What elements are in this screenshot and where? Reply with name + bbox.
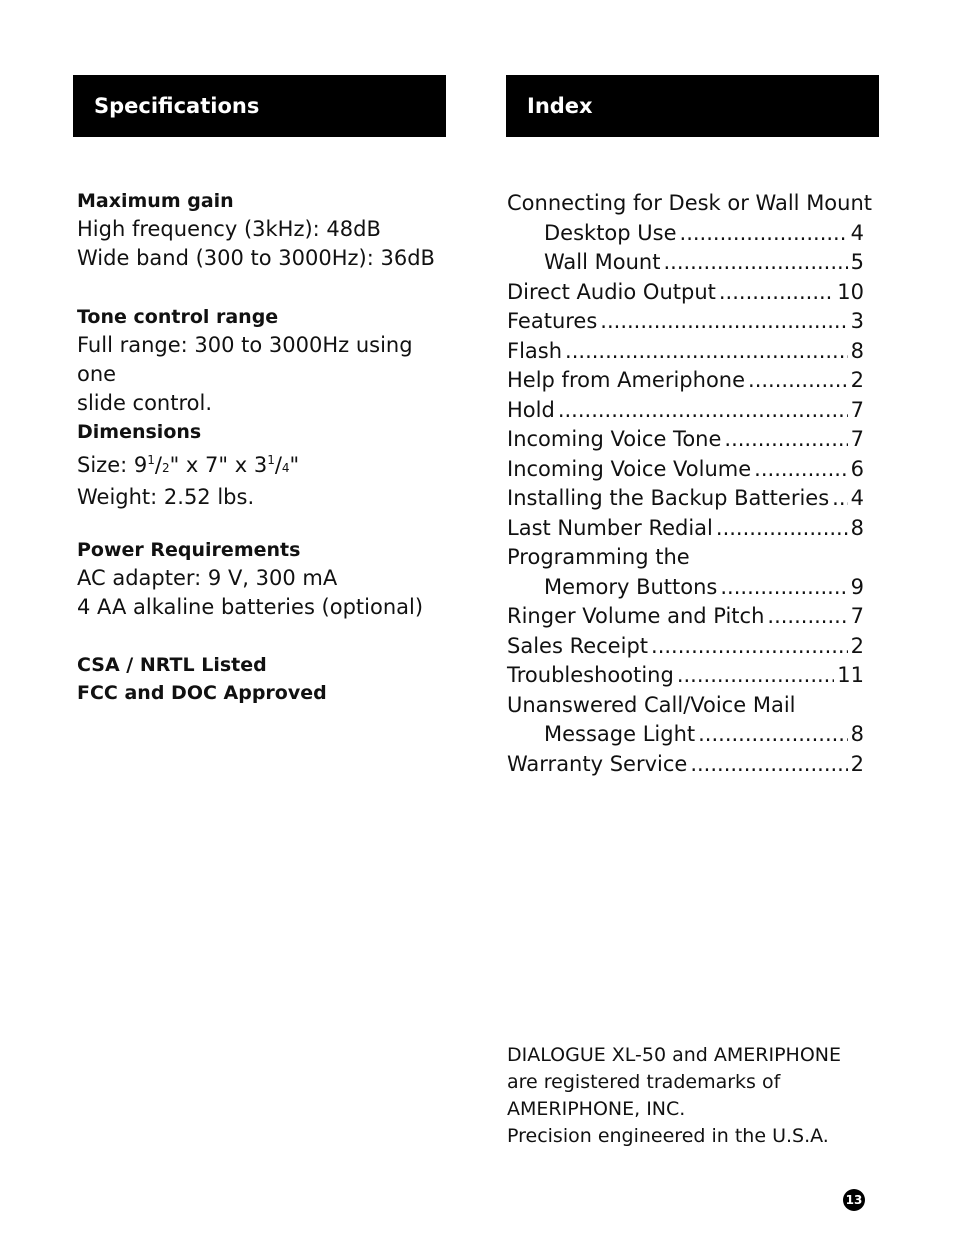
index-entry-page: 9 (850, 574, 864, 599)
index-entry-page: 5 (850, 250, 864, 274)
dimensions-title: Dimensions (77, 421, 202, 443)
power-line2: 4 AA alkaline batteries (optional) (77, 595, 424, 619)
index-leader-dots (677, 661, 834, 691)
tone-section (77, 303, 457, 418)
index-entry-label: Direct Audio Output (507, 279, 716, 304)
dimensions-size: Size: $9^1/2$" x 7" x $3^1/4$" (77, 453, 300, 477)
index-entry-page: 8 (850, 722, 864, 746)
index-entry-page: 7 (850, 604, 864, 628)
index-entry-label: Wall Mount (544, 250, 661, 274)
size-den2: 4 (281, 461, 290, 475)
index-entry-page: 8 (850, 515, 864, 540)
index-entry-page: 10 (837, 279, 864, 304)
index-leader-dots (663, 248, 847, 278)
power-line1: AC adapter: 9 V, 300 mA (77, 566, 338, 590)
page-number-badge: 13 (843, 1189, 865, 1211)
index-leader-dots (698, 720, 848, 750)
index-entry (507, 189, 873, 219)
index-list (507, 189, 873, 779)
size-den1: 2 (161, 461, 170, 475)
max-gain-title: Maximum gain (77, 190, 234, 212)
size-mid: " x 7" x 3 (169, 453, 268, 477)
trademark-notice (507, 1042, 887, 1150)
tone-title: Tone control range (77, 306, 279, 328)
index-entry (507, 573, 864, 603)
index-entry-label: Desktop Use (544, 220, 677, 245)
index-entry (507, 337, 864, 367)
index-header: Index (506, 75, 879, 137)
trademark-line4: Precision engineered in the U.S.A. (507, 1125, 829, 1147)
index-entry-page: 6 (850, 456, 864, 481)
index-entry (507, 691, 864, 721)
size-num1: 1 (147, 453, 155, 467)
index-entry-label: Unanswered Call/Voice Mail (507, 692, 796, 717)
certifications-section (77, 651, 457, 707)
index-leader-dots (767, 602, 847, 632)
index-entry-page: 4 (850, 486, 864, 510)
index-entry (507, 219, 864, 249)
trademark-line2: are registered trademarks of (507, 1071, 781, 1093)
power-title: Power Requirements (77, 539, 301, 561)
index-leader-dots (754, 455, 847, 485)
index-entry (507, 602, 864, 632)
index-entry-label: Programming the (507, 545, 690, 569)
index-entry-label: Help from Ameriphone (507, 368, 746, 392)
index-entry-label: Last Number Redial (507, 515, 713, 540)
size-prefix: Size: 9 (77, 453, 148, 477)
index-entry (507, 661, 864, 691)
index-entry (507, 425, 864, 455)
index-entry (507, 632, 864, 662)
index-leader-dots (565, 337, 848, 367)
specifications-header: Specifications (73, 75, 446, 137)
index-entry-label: Sales Receipt (507, 633, 649, 658)
max-gain-section (77, 187, 457, 273)
approved-text: FCC and DOC Approved (77, 682, 327, 704)
index-leader-dots (724, 425, 847, 455)
dimensions-section (77, 418, 457, 512)
index-entry-label: Ringer Volume and Pitch (507, 604, 765, 628)
index-entry-label: Memory Buttons (544, 574, 718, 599)
index-entry-page: 2 (850, 633, 864, 658)
index-entry-label: Warranty Service (507, 751, 688, 776)
index-entry (507, 720, 864, 750)
index-leader-dots (748, 366, 848, 396)
max-gain-line1: High frequency (3kHz): 48dB (77, 217, 381, 241)
index-entry (507, 396, 864, 426)
listed-text: CSA / NRTL Listed (77, 654, 267, 676)
index-leader-dots (720, 573, 847, 603)
index-leader-dots (716, 514, 848, 544)
index-leader-dots (600, 307, 847, 337)
index-entry-page: 2 (850, 368, 864, 392)
index-entry-page: 3 (850, 309, 864, 333)
max-gain-line2: Wide band (300 to 3000Hz): 36dB (77, 246, 435, 270)
index-leader-dots (558, 396, 848, 426)
index-leader-dots (690, 750, 847, 780)
index-entry-page: 2 (850, 751, 864, 776)
index-entry-label: Installing the Backup Batteries (507, 486, 830, 510)
index-entry-label: Features (507, 309, 598, 333)
index-leader-dots (832, 484, 847, 514)
index-leader-dots (719, 278, 834, 308)
tone-line2: slide control. (77, 391, 213, 415)
index-entry-label: Message Light (544, 722, 696, 746)
index-entry (507, 455, 864, 485)
index-entry (507, 366, 864, 396)
index-entry (507, 248, 864, 278)
index-entry-page: 11 (837, 663, 864, 687)
index-leader-dots (680, 219, 848, 249)
size-suffix: " (289, 453, 300, 477)
index-entry-page: 7 (850, 397, 864, 422)
index-entry-label: Troubleshooting (507, 663, 674, 687)
index-leader-dots (651, 632, 848, 662)
index-entry-label: Incoming Voice Volume (507, 456, 752, 481)
tone-line1: Full range: 300 to 3000Hz using one (77, 333, 413, 386)
index-entry (507, 543, 864, 573)
index-entry-page: 7 (850, 427, 864, 451)
power-section (77, 536, 457, 622)
index-entry (507, 514, 864, 544)
index-entry-label: Connecting for Desk or Wall Mount (507, 191, 873, 215)
index-entry-page: 8 (850, 338, 864, 363)
index-entry-label: Hold (507, 397, 555, 422)
index-entry (507, 484, 864, 514)
trademark-line3: AMERIPHONE, INC. (507, 1098, 686, 1120)
index-entry (507, 278, 864, 308)
dimensions-weight: Weight: 2.52 lbs. (77, 485, 255, 509)
trademark-line1: DIALOGUE XL-50 and AMERIPHONE (507, 1044, 842, 1066)
index-entry-page: 4 (850, 220, 864, 245)
size-num2: 1 (267, 453, 275, 467)
index-entry (507, 750, 864, 780)
index-entry-label: Incoming Voice Tone (507, 427, 722, 451)
index-entry (507, 307, 864, 337)
index-entry-label: Flash (507, 338, 563, 363)
